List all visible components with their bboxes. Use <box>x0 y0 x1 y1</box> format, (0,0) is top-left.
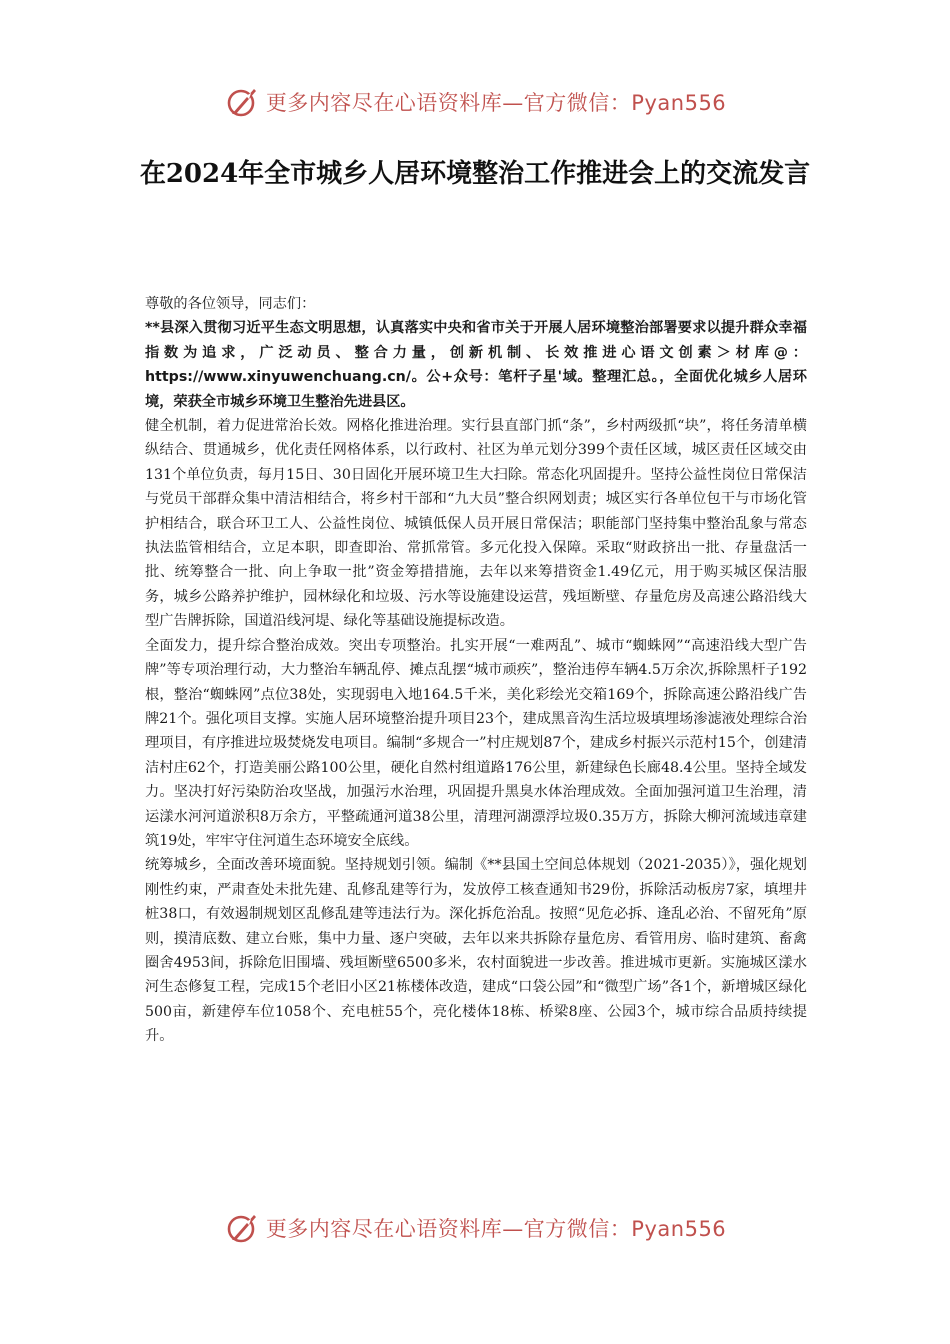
quill-seal-icon <box>224 1210 260 1246</box>
document-title: 在2024年全市城乡人居环境整治工作推进会上的交流发言 <box>139 159 811 189</box>
watermark-text: 更多内容尽在心语资料库—官方微信：Pyan556 <box>265 91 727 115</box>
footer-watermark-banner <box>0 1208 950 1248</box>
quill-seal-icon <box>224 84 260 120</box>
intro-paragraph: **县深入贯彻习近平生态文明思想，认真落实中央和省市关于开展人居环境整治部署要求以提升群众幸福指数为追求，广泛动员、整合力量，创新机制、长效推进心语文创素＞材库@：https://www.xinyuwenchuang.cn/。公+众号：笔杆子星'域。整理汇总。，全面优化城乡人居环境，荣获全市城乡环境卫生整治先进县区。 <box>145 320 807 410</box>
document-body <box>145 292 807 1049</box>
paragraph-comprehensive-rectification: 全面发力，提升综合整治成效。突出专项整治。扎实开展“一难两乱”、城市“蜘蛛网”“高速沿线大型广告牌”等专项治理行动，大力整治车辆乱停、摊点乱摆“城市顽疾”，整治违停车辆4.5万余次,拆除黑杆子192根，整治“蜘蛛网”点位38处，实现弱电入地164.5千米，美化彩绘光交箱169个，拆除高速公路沿线广告牌21个。强化项目支撑。实施人居环境整治提升项目23个，建成黑音沟生活垃圾填埋场渗滤液处理综合治理项目，有序推进垃圾焚烧发电项目。编制“多规合一”村庄规划87个，建成乡村振兴示范村15个，创建清洁村庄62个，打造美丽公路100公里，硬化自然村组道路176公里，新建绿色长廊48.4公里。坚持全域发力。坚决打好污染防治攻坚战，加强污水治理，巩固提升黑臭水体治理成效。全面加强河道卫生治理，清运漾水河河道淤积8万余方，平整疏通河道38公里，清理河湖漂浮垃圾0.35万方，拆除大柳河流域违章建筑19处，牢牢守住河道生态环境安全底线。 <box>145 637 808 849</box>
header-watermark-banner <box>0 82 950 122</box>
paragraph-mechanism: 健全机制，着力促进常治长效。网格化推进治理。实行县直部门抓“条”，乡村两级抓“块”，将任务清单横纵结合、贯通城乡，优化责任网格体系，以行政村、社区为单元划分399个责任区域，城区责任区域交由131个单位负责，每月15日、30日固化开展环境卫生大扫除。常态化巩固提升。坚持公益性岗位日常保洁与党员干部群众集中清洁相结合，将乡村干部和“九大员”整合织网划责；城区实行各单位包干与市场化管护相结合，联合环卫工人、公益性岗位、城镇低保人员开展日常保洁；职能部门坚持集中整治乱象与常态执法监管相结合，立足本职，即查即治、常抓常管。多元化投入保障。采取“财政挤出一批、存量盘活一批、统筹整合一批、向上争取一批”资金筹措措施，去年以来筹措资金1.49亿元，用于购买城区保洁服务，城乡公路养护维护，园林绿化和垃圾、污水等设施建设运营，残垣断壁、存量危房及高速公路沿线大型广告牌拆除，国道沿线河堤、绿化等基础设施提标改造。 <box>145 418 807 630</box>
salutation: 尊敬的各位领导，同志们： <box>145 296 316 312</box>
watermark-text: 更多内容尽在心语资料库—官方微信：Pyan556 <box>265 1217 727 1241</box>
paragraph-urban-rural: 统筹城乡，全面改善环境面貌。坚持规划引领。编制《**县国土空间总体规划（2021-2035）》，强化规划刚性约束，严肃查处未批先建、乱修乱建等行为，发放停工核查通知书29份，拆除活动板房7家，填埋井桩38口，有效遏制规划区乱修乱建等违法行为。深化拆危治乱。按照“见危必拆、逢乱必治、不留死角”原则，摸清底数、建立台账，集中力量、逐户突破，去年以来共拆除存量危房、看管用房、临时建筑、畜禽圈舍4953间，拆除危旧围墙、残垣断壁6500多米，农村面貌进一步改善。推进城市更新。实施城区漾水河生态修复工程，完成15个老旧小区21栋楼体改造，建成“口袋公园”和“微型广场”各1个，新增城区绿化500亩，新建停车位1058个、充电桩55个，亮化楼体18栋、桥梁8座、公园3个，城市综合品质持续提升。 <box>145 857 807 1045</box>
